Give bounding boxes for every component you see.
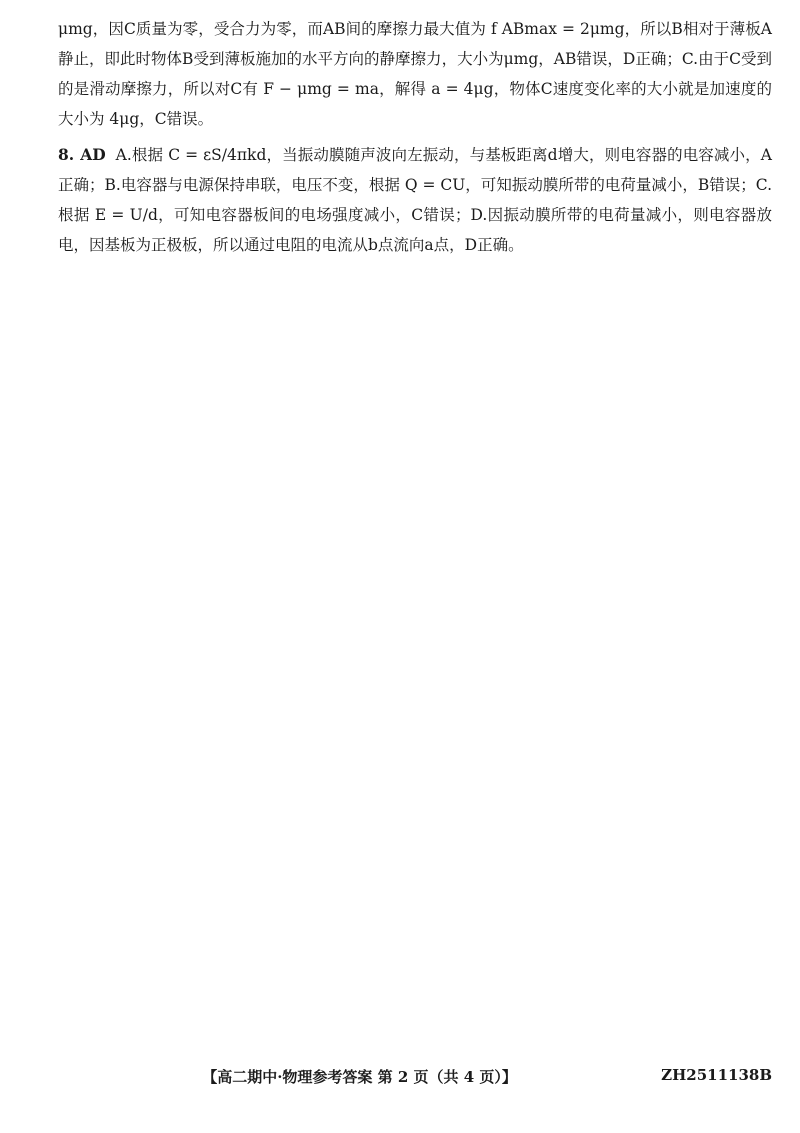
answer-choice: AD bbox=[80, 145, 106, 164]
paragraph-q7-continued: μmg，因C质量为零，受合力为零，而AB间的摩擦力最大值为 f ABmax = 2μmg，所以B相对于薄板A静止，即此时物体B受到薄板施加的水平方向的静摩擦力，大小为μmg，AB错误，D正确；C.由于C受到的是滑动摩擦力，所以对C有 F − μmg = ma，解得 a = 4μg，物体C速度变化率的大小就是加速度的大小为 4μg，C错误。 bbox=[58, 20, 772, 128]
document-page bbox=[58, 14, 772, 266]
question-number: 8. bbox=[58, 145, 75, 164]
explanation: A.根据 C = εS/4πkd，当振动膜随声波向左振动，与基板距离d增大，则电容器的电容减小，A正确；B.电容器与电源保持串联，电压不变，根据 Q = CU，可知振动膜所带的电荷量减小，B错误；C.根据 E = U/d，可知电容器板间的电场强度减小，C错误；D.因振动膜所带的电荷量减小，则电容器放电，因基板为正极板，所以通过电阻的电流从b点流向a点，D正确。 bbox=[58, 146, 772, 254]
footer-title: 【高二期中·物理参考答案 第 2 页（共 4 页）】 bbox=[202, 1068, 517, 1086]
paragraph-q8 bbox=[58, 140, 772, 260]
footer-code: ZH2511138B bbox=[661, 1066, 772, 1084]
page-footer bbox=[58, 1066, 772, 1090]
